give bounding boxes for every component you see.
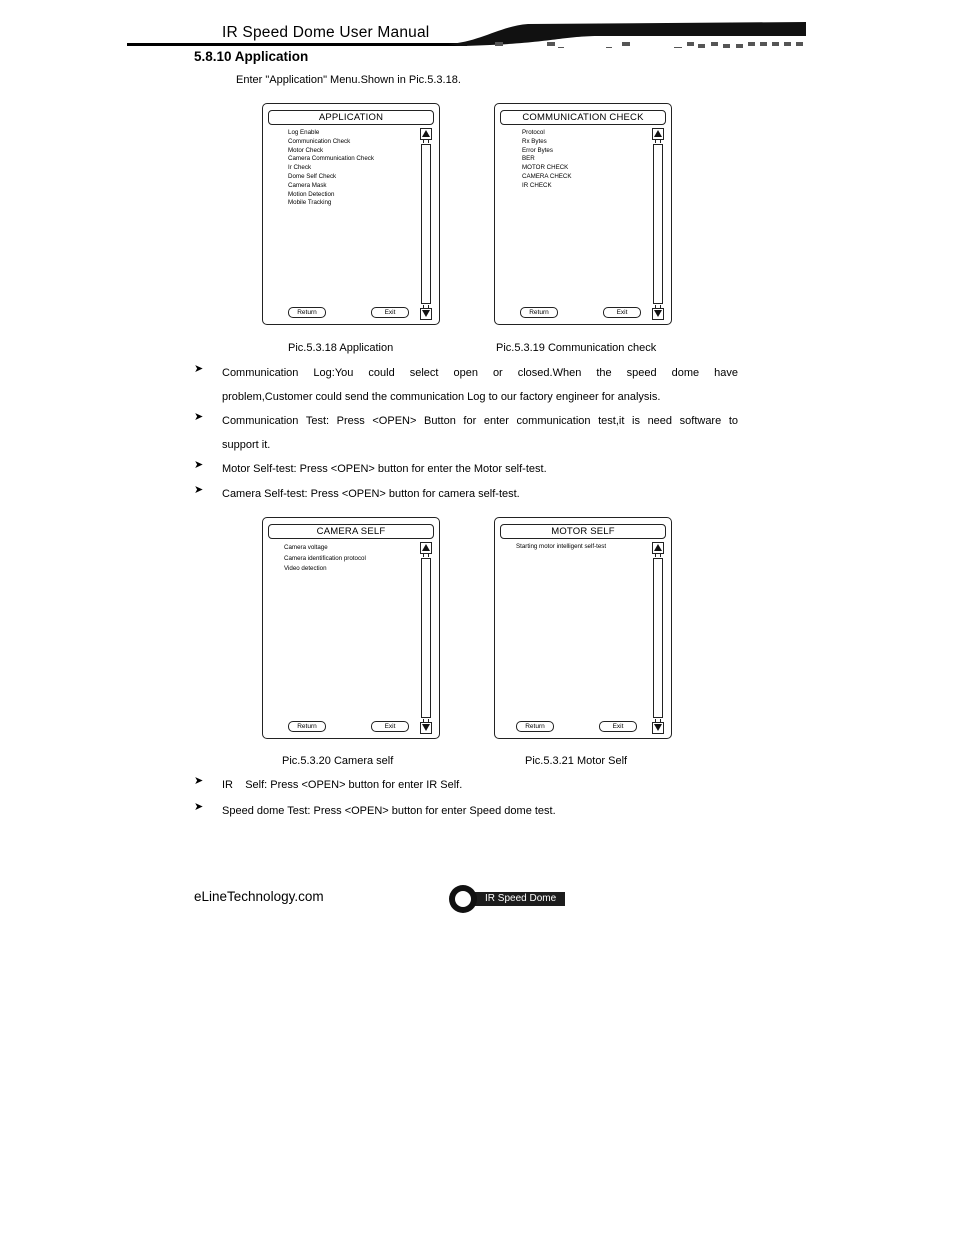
bullet-item: ➤ Communication Test: Press <OPEN> Button for enter communication test,it is need software to (194, 411, 738, 427)
menu-item[interactable]: Log Enable (288, 129, 320, 136)
bullet-item: ➤ Speed dome Test: Press <OPEN> button for enter Speed dome test. (194, 801, 556, 817)
panel-title: MOTOR SELF (500, 524, 666, 539)
return-button[interactable]: Return (520, 307, 558, 318)
scrollbar[interactable] (420, 542, 432, 734)
scroll-track[interactable] (421, 144, 431, 304)
bullet-list (194, 774, 738, 824)
arrow-bullet-icon: ➤ (194, 484, 204, 496)
return-button[interactable]: Return (288, 721, 326, 732)
menu-item[interactable]: Ir Check (288, 164, 312, 172)
bullet-item-continuation: support it. (222, 439, 271, 451)
application-menu-panel (262, 103, 440, 325)
footer-logo-label: IR Speed Dome (472, 892, 565, 906)
menu-item[interactable]: CAMERA CHECK (522, 172, 572, 180)
logo-ring-hole (455, 891, 471, 907)
scroll-down-arrow-icon[interactable] (420, 722, 432, 734)
exit-button[interactable]: Exit (371, 721, 409, 732)
scrollbar[interactable] (652, 128, 664, 320)
scrollbar[interactable] (652, 542, 664, 734)
arrow-bullet-icon: ➤ (194, 801, 204, 813)
header-rule (127, 43, 467, 46)
figure-caption: Pic.5.3.19 Communication check (496, 342, 657, 354)
camera-self-panel (262, 517, 440, 739)
footer-website: eLineTechnology.com (194, 889, 324, 904)
menu-item[interactable]: Communication Check (288, 137, 351, 145)
menu-item[interactable]: Camera Communication Check (288, 155, 374, 163)
scroll-down-arrow-icon[interactable] (652, 722, 664, 734)
manual-title: IR Speed Dome User Manual (222, 24, 430, 41)
scroll-track[interactable] (653, 144, 663, 304)
exit-button[interactable]: Exit (603, 307, 641, 318)
status-text: Starting motor intelligent self-test (516, 543, 607, 550)
menu-item[interactable]: Motor Check (288, 146, 324, 154)
section-heading: 5.8.10 Application (194, 49, 309, 64)
scroll-down-arrow-icon[interactable] (420, 308, 432, 320)
motor-self-panel (494, 517, 672, 739)
arrow-bullet-icon: ➤ (194, 363, 204, 375)
scrollbar[interactable] (420, 128, 432, 320)
header-decoration (440, 20, 806, 48)
menu-item[interactable]: Rx Bytes (522, 137, 547, 145)
menu-item[interactable]: MOTOR CHECK (522, 164, 569, 172)
menu-item[interactable]: Video detection (284, 565, 327, 572)
bullet-list (194, 362, 738, 507)
panel-title: CAMERA SELF (268, 524, 434, 539)
figure-caption: Pic.5.3.21 Motor Self (525, 755, 628, 767)
bullet-item: ➤ Motor Self-test: Press <OPEN> button for enter the Motor self-test. (194, 459, 547, 475)
panel-title: COMMUNICATION CHECK (500, 110, 666, 125)
menu-list (288, 129, 374, 208)
menu-item[interactable]: Error Bytes (522, 146, 553, 154)
menu-item[interactable]: Camera identification protocol (284, 554, 366, 562)
figure-caption: Pic.5.3.20 Camera self (282, 755, 394, 767)
panel-title: APPLICATION (268, 110, 434, 125)
figure-caption: Pic.5.3.18 Application (288, 342, 394, 354)
menu-list (522, 129, 572, 191)
menu-item[interactable]: BER (522, 155, 535, 163)
menu-item[interactable]: Camera voltage (284, 544, 328, 551)
menu-item[interactable]: Motion Detection (288, 190, 335, 198)
exit-button[interactable]: Exit (599, 721, 637, 732)
bullet-item: ➤ Camera Self-test: Press <OPEN> button for camera self-test. (194, 484, 520, 500)
return-button[interactable]: Return (288, 307, 326, 318)
menu-list (284, 543, 366, 575)
communication-check-panel (494, 103, 672, 325)
scroll-track[interactable] (421, 558, 431, 718)
intro-text: Enter "Application" Menu.Shown in Pic.5.3.18. (236, 74, 461, 86)
menu-item[interactable]: Protocol (522, 129, 545, 136)
bullet-item: ➤ IR Self: Press <OPEN> button for enter IR Self. (194, 775, 463, 791)
menu-item[interactable]: Mobile Tracking (288, 199, 332, 207)
menu-item[interactable]: IR CHECK (522, 181, 552, 189)
scroll-down-arrow-icon[interactable] (652, 308, 664, 320)
scroll-track[interactable] (653, 558, 663, 718)
arrow-bullet-icon: ➤ (194, 411, 204, 423)
menu-item[interactable]: Dome Self Check (288, 172, 337, 180)
bullet-item: ➤ Communication Log:You could select open or closed.When the speed dome have (194, 363, 738, 379)
menu-list (516, 543, 606, 552)
bullet-item-continuation: problem,Customer could send the communication Log to our factory engineer for analysis. (222, 391, 661, 403)
exit-button[interactable]: Exit (371, 307, 409, 318)
return-button[interactable]: Return (516, 721, 554, 732)
arrow-bullet-icon: ➤ (194, 775, 204, 787)
menu-item[interactable]: Camera Mask (288, 181, 327, 189)
arrow-bullet-icon: ➤ (194, 459, 204, 471)
